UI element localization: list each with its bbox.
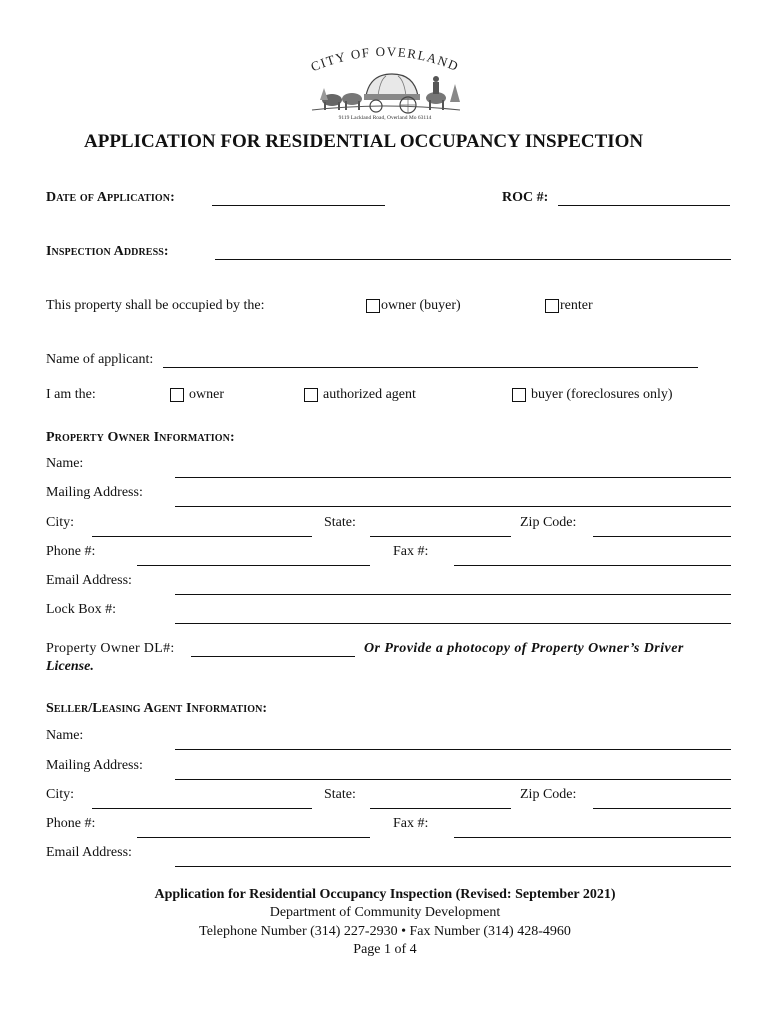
page-title: APPLICATION FOR RESIDENTIAL OCCUPANCY INSPECTION xyxy=(84,131,644,152)
renter-option-label: renter xyxy=(560,298,593,313)
authorized-agent-option-label: authorized agent xyxy=(323,387,416,402)
owner-state-label: State: xyxy=(324,515,356,530)
agent-email-label: Email Address: xyxy=(46,845,132,860)
applicant-owner-option-label: owner xyxy=(189,387,224,402)
owner-fax-field[interactable] xyxy=(454,565,731,566)
owner-buyer-option-label: owner (buyer) xyxy=(381,298,461,313)
agent-email-field[interactable] xyxy=(175,866,731,867)
agent-name-field[interactable] xyxy=(175,749,731,750)
owner-name-field[interactable] xyxy=(175,477,731,478)
wagon-logo-graphic xyxy=(300,44,470,120)
agent-zip-field[interactable] xyxy=(593,808,731,809)
owner-city-field[interactable] xyxy=(92,536,312,537)
seal-arc-text: CITY OF OVERLAND xyxy=(308,44,462,75)
i-am-the-label: I am the: xyxy=(46,387,96,402)
owner-state-field[interactable] xyxy=(370,536,511,537)
renter-checkbox[interactable] xyxy=(545,299,559,313)
owner-mailing-label: Mailing Address: xyxy=(46,485,143,500)
footer-department: Department of Community Development xyxy=(269,905,501,920)
svg-text:CITY OF OVERLAND xyxy=(308,44,461,74)
agent-state-label: State: xyxy=(324,787,356,802)
agent-phone-label: Phone #: xyxy=(46,816,96,831)
owner-phone-field[interactable] xyxy=(137,565,370,566)
owner-zip-label: Zip Code: xyxy=(520,515,577,530)
owner-email-field[interactable] xyxy=(175,594,731,595)
date-of-application-label: Date of Application: xyxy=(46,190,175,205)
city-seal-logo xyxy=(300,44,470,120)
agent-state-field[interactable] xyxy=(370,808,511,809)
agent-mailing-label: Mailing Address: xyxy=(46,758,143,773)
owner-mailing-field[interactable] xyxy=(175,506,731,507)
footer-form-title: Application for Residential Occupancy Inspection (Revised: September 2021) xyxy=(154,887,616,902)
agent-mailing-field[interactable] xyxy=(175,779,731,780)
date-of-application-field[interactable] xyxy=(212,205,385,206)
owner-lockbox-label: Lock Box #: xyxy=(46,602,116,617)
inspection-address-label: Inspection Address: xyxy=(46,244,169,259)
agent-name-label: Name: xyxy=(46,728,84,743)
owner-dl-field[interactable] xyxy=(191,656,355,657)
occupancy-label: This property shall be occupied by the: xyxy=(46,298,265,313)
agent-city-label: City: xyxy=(46,787,75,802)
authorized-agent-checkbox[interactable] xyxy=(304,388,318,402)
footer-page-number: Page 1 of 4 xyxy=(353,942,417,957)
agent-fax-field[interactable] xyxy=(454,837,731,838)
seal-address-text: 9119 Lackland Road, Overland Mo 63114 xyxy=(338,115,432,120)
owner-city-label: City: xyxy=(46,515,75,530)
applicant-owner-checkbox[interactable] xyxy=(170,388,184,402)
seller-agent-heading: Seller/Leasing Agent Information: xyxy=(46,701,268,716)
owner-lockbox-field[interactable] xyxy=(175,623,731,624)
owner-phone-label: Phone #: xyxy=(46,544,96,559)
agent-phone-field[interactable] xyxy=(137,837,370,838)
roc-number-field[interactable] xyxy=(558,205,730,206)
agent-zip-label: Zip Code: xyxy=(520,787,577,802)
owner-zip-field[interactable] xyxy=(593,536,731,537)
owner-dl-note: Or Provide a photocopy of Property Owner’s Driver xyxy=(364,641,684,656)
inspection-address-field[interactable] xyxy=(215,259,731,260)
owner-fax-label: Fax #: xyxy=(393,544,429,559)
applicant-name-field[interactable] xyxy=(163,367,698,368)
owner-dl-label: Property Owner DL#: xyxy=(46,641,175,656)
owner-email-label: Email Address: xyxy=(46,573,132,588)
footer-contact-numbers: Telephone Number (314) 227-2930 • Fax Number (314) 428-4960 xyxy=(199,924,571,939)
buyer-foreclosures-option-label: buyer (foreclosures only) xyxy=(531,387,673,402)
agent-fax-label: Fax #: xyxy=(393,816,429,831)
roc-number-label: ROC #: xyxy=(502,190,549,205)
property-owner-heading: Property Owner Information: xyxy=(46,430,235,445)
agent-city-field[interactable] xyxy=(92,808,312,809)
owner-name-label: Name: xyxy=(46,456,84,471)
owner-dl-note-continued: License. xyxy=(46,659,94,674)
applicant-name-label: Name of applicant: xyxy=(46,352,154,367)
owner-buyer-checkbox[interactable] xyxy=(366,299,380,313)
buyer-foreclosures-checkbox[interactable] xyxy=(512,388,526,402)
